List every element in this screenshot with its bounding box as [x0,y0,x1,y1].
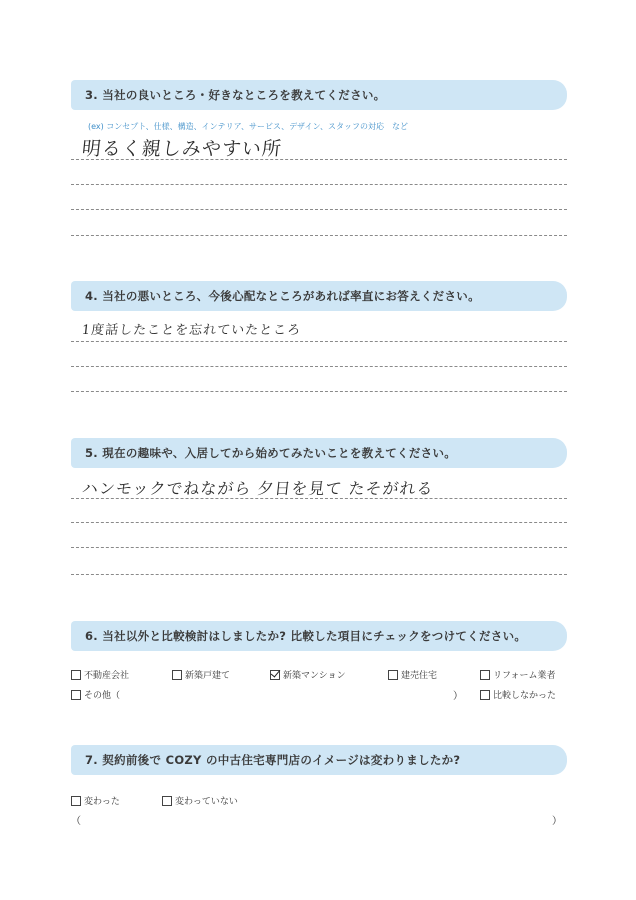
checkbox[interactable] [172,670,182,680]
q7-title: 7. 契約前後で COZY の中古住宅専門店のイメージは変わりましたか? [85,753,461,767]
option-tateuri[interactable] [388,668,437,681]
q4-answer-line-3 [71,391,567,392]
option-changed[interactable] [71,794,120,807]
checkbox[interactable] [71,796,81,806]
q6-header [71,621,567,651]
option-label: リフォーム業者 [493,671,556,681]
q4-title: 4. 当社の悪いところ、今後心配なところがあれば率直にお答えください。 [85,289,480,303]
q3-answer-line-1 [71,159,567,160]
q3-example: (ex) コンセプト、仕様、構造、インテリア、サービス、デザイン、スタッフの対応 など [88,122,408,131]
q3-header [71,80,567,110]
q3-answer-line-4 [71,235,567,236]
other-close-paren: ） [453,691,463,702]
checkbox[interactable] [71,670,81,680]
q7-header [71,745,567,775]
checkbox[interactable] [480,690,490,700]
q4-answer: 1度話したことを忘れていたところ [81,323,302,338]
q6-title: 6. 当社以外と比較検討はしましたか? 比較した項目にチェックをつけてください。 [85,629,527,643]
option-fudousan[interactable] [71,668,129,681]
option-label: その他（ [84,691,121,701]
option-no-comparison[interactable] [480,688,556,701]
checkbox-checked[interactable] [270,670,280,680]
option-label: 変わっていない [175,797,238,807]
q4-answer-line-1 [71,341,567,342]
q5-answer-line-1 [71,498,567,499]
q5-title: 5. 現在の趣味や、入居してから始めてみたいことを教えてください。 [85,446,457,460]
q7-open-paren: （ [71,816,81,827]
q5-answer: ハンモックでねながら 夕日を見て たそがれる [80,479,435,498]
q3-answer: 明るく親しみやすい所 [80,138,284,160]
q5-header [71,438,567,468]
checkbox[interactable] [480,670,490,680]
checkbox[interactable] [162,796,172,806]
option-label: 新築マンション [283,671,346,681]
q7-close-paren: ） [552,816,562,827]
q3-answer-line-3 [71,209,567,210]
option-reform[interactable] [480,668,556,681]
option-label: 不動産会社 [84,671,130,681]
q5-answer-line-4 [71,574,567,575]
option-label: 建売住宅 [401,671,438,681]
checkbox[interactable] [71,690,81,700]
q3-answer-line-2 [71,184,567,185]
checkbox[interactable] [388,670,398,680]
q5-answer-line-2 [71,522,567,523]
option-not-changed[interactable] [162,794,238,807]
option-label: 変わった [84,797,120,807]
q3-title: 3. 当社の良いところ・好きなところを教えてください。 [85,88,386,102]
option-label: 比較しなかった [493,691,557,701]
q5-answer-line-3 [71,547,567,548]
q4-answer-line-2 [71,366,567,367]
option-label: 新築戸建て [185,671,231,681]
option-shinchiku-mansion[interactable] [270,668,346,681]
q4-header [71,281,567,311]
option-shinchiku-kodate[interactable] [172,668,230,681]
option-other[interactable] [71,688,120,701]
